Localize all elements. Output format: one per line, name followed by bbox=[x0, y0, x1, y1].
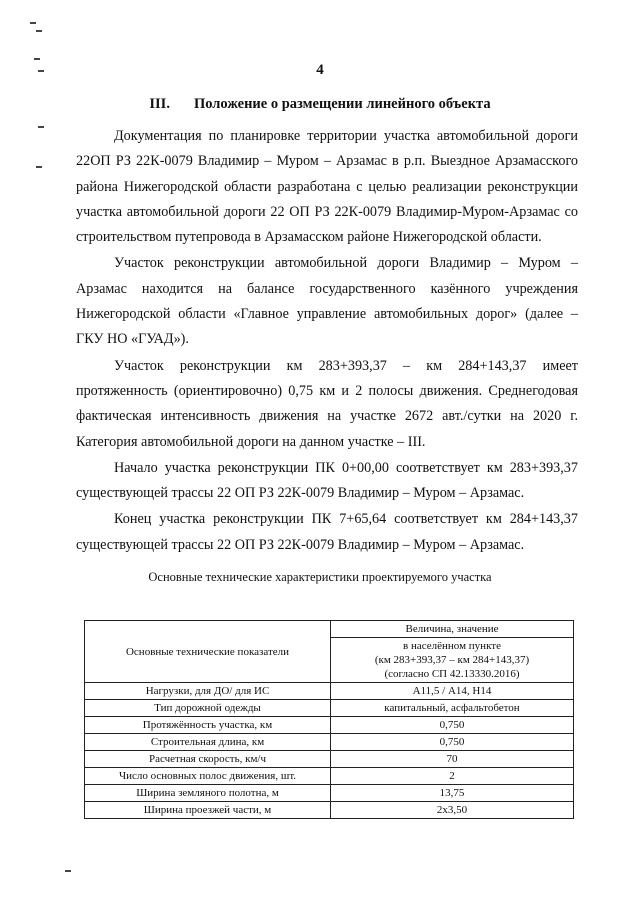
row-label: Расчетная скорость, км/ч bbox=[85, 751, 331, 768]
header-right-sub bbox=[331, 638, 574, 683]
table-caption: Основные технические характеристики проектируемого участка bbox=[148, 570, 492, 584]
row-value: 13,75 bbox=[331, 785, 574, 802]
scan-mark bbox=[30, 22, 36, 24]
scan-mark bbox=[34, 58, 40, 60]
section-heading bbox=[0, 96, 640, 113]
row-value: 0,750 bbox=[331, 717, 574, 734]
row-value: капитальный, асфальтобетон bbox=[331, 700, 574, 717]
paragraph: Конец участка реконструкции ПК 7+65,64 соответствует км 284+143,37 существующей трассы 22 ОП РЗ 22К-0079 Владимир – Муром – Арзамас. bbox=[76, 511, 578, 553]
table-row bbox=[85, 683, 574, 700]
row-label: Нагрузки, для ДО/ для ИС bbox=[85, 683, 331, 700]
scan-mark bbox=[65, 870, 71, 872]
header-sub-line: (км 283+393,37 – км 284+143,37) bbox=[374, 654, 530, 666]
specs-table bbox=[84, 620, 574, 819]
table-row bbox=[85, 734, 574, 751]
page-number: 4 bbox=[316, 62, 324, 78]
table-row bbox=[85, 768, 574, 785]
header-sub-line: в населённом пункте bbox=[403, 640, 501, 652]
header-sub-line: (согласно СП 42.13330.2016) bbox=[384, 668, 520, 680]
row-label: Число основных полос движения, шт. bbox=[85, 768, 331, 785]
row-label: Протяжённость участка, км bbox=[85, 717, 331, 734]
row-value: 0,750 bbox=[331, 734, 574, 751]
row-label: Ширина проезжей части, м bbox=[85, 802, 331, 819]
row-value: 2х3,50 bbox=[331, 802, 574, 819]
section-number: III. bbox=[149, 96, 170, 112]
paragraph: Начало участка реконструкции ПК 0+00,00 соответствует км 283+393,37 существующей трассы 22 ОП РЗ 22К-0079 Владимир – Муром – Арзамас. bbox=[76, 459, 578, 502]
header-left: Основные технические показатели bbox=[85, 621, 331, 683]
paragraph: Участок реконструкции км 283+393,37 – км 284+143,37 имеет протяженность (ориентировочно) 0,75 км и 2 полосы движения. Среднегодовая фактическая интенсивность движения на участке 2672 авт./сутки на 2020 г. Категория автомобильной дороги на данном участке – III. bbox=[76, 357, 578, 450]
table-row bbox=[85, 785, 574, 802]
header-right-top: Величина, значение bbox=[331, 621, 574, 638]
table-row bbox=[85, 717, 574, 734]
body-text bbox=[76, 124, 578, 559]
row-value: А11,5 / А14, Н14 bbox=[331, 683, 574, 700]
row-label: Строительная длина, км bbox=[85, 734, 331, 751]
row-label: Тип дорожной одежды bbox=[85, 700, 331, 717]
scan-mark bbox=[38, 126, 44, 128]
row-label: Ширина земляного полотна, м bbox=[85, 785, 331, 802]
table-row bbox=[85, 802, 574, 819]
table-row bbox=[85, 751, 574, 768]
row-value: 70 bbox=[331, 751, 574, 768]
scan-mark bbox=[36, 30, 42, 32]
row-value: 2 bbox=[331, 768, 574, 785]
paragraph: Документация по планировке территории участка автомобильной дороги 22ОП РЗ 22К-0079 Владимир – Муром – Арзамас в р.п. Выездное Арзамасского района Нижегородской области разработана с целью реализации реконструкции участка автомобильной дороги 22 ОП РЗ 22К-0079 Владимир-Муром-Арзамас со строительством путепровода в Арзамасском районе Нижегородской области. bbox=[76, 128, 578, 246]
table-header-row bbox=[85, 621, 574, 638]
scan-mark bbox=[36, 166, 42, 168]
table-row bbox=[85, 700, 574, 717]
section-title: Положение о размещении линейного объекта bbox=[193, 96, 491, 112]
paragraph: Участок реконструкции автомобильной дороги Владимир – Муром – Арзамас находится на балансе государственного казённого учреждения Нижегородской области «Главное управление автомобильных дорог» (далее – ГКУ НО «ГУАД»). bbox=[76, 255, 578, 348]
